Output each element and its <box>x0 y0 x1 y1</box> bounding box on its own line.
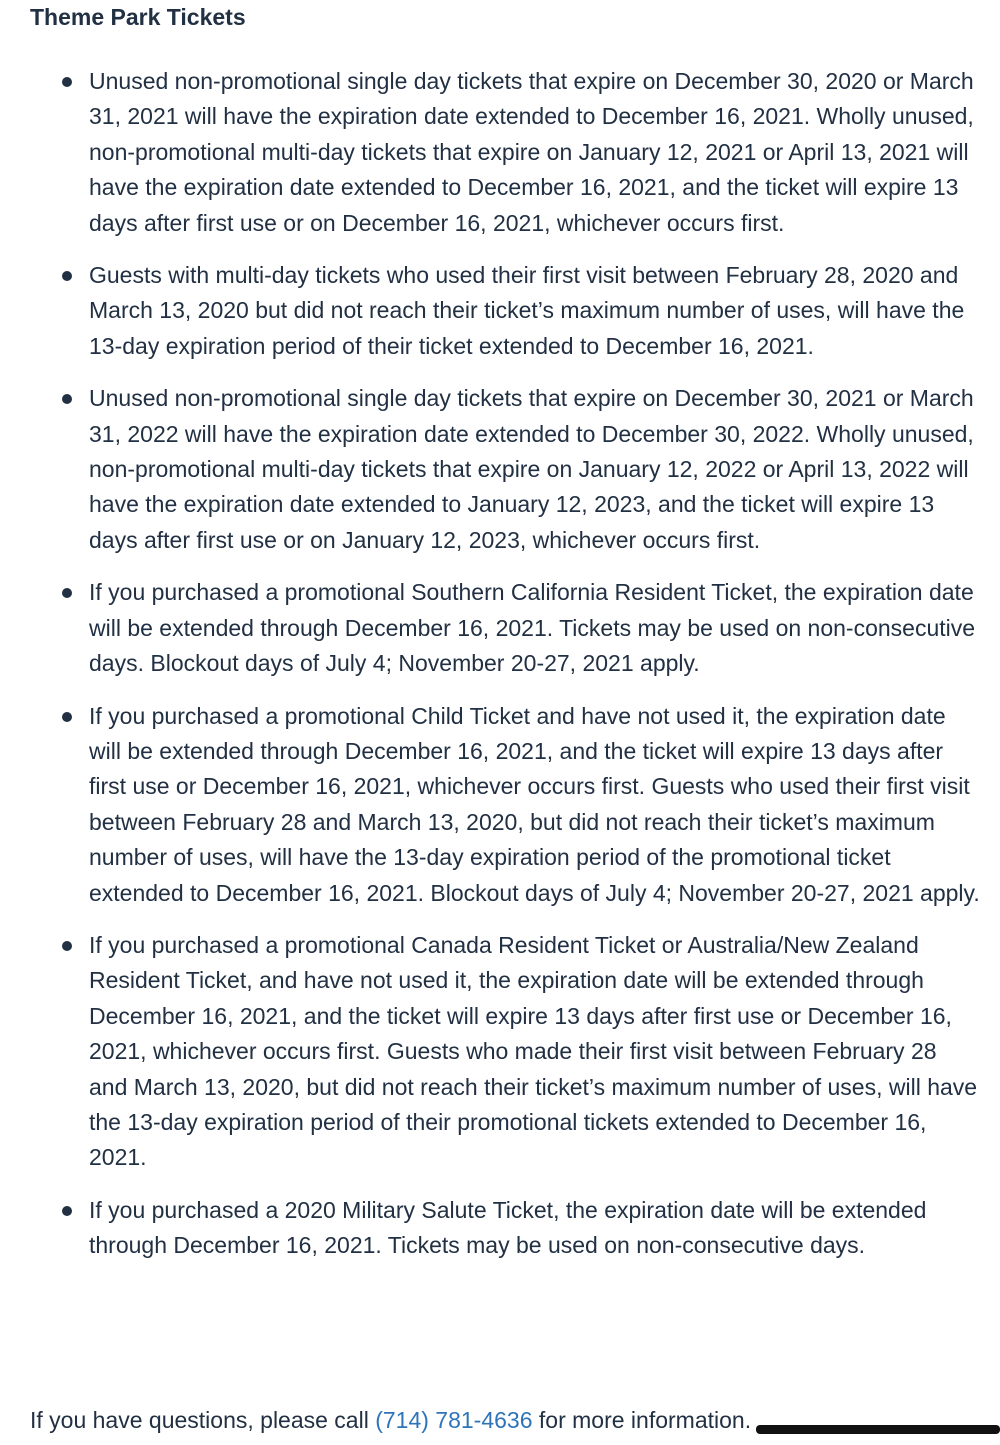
page-title: Theme Park Tickets <box>30 4 246 30</box>
contact-prefix: If you have questions, please call <box>30 1407 376 1433</box>
contact-line <box>30 1403 751 1438</box>
list-item-text: Unused non-promotional single day tickets that expire on December 30, 2021 or March 31, 2022 will have the expiration date extended to December 30, 2022. Wholly unused, non-promotional multi-day tickets that expire on January 12, 2022 or April 13, 2022 will have the expiration date extended to January 12, 2023, and the ticket will expire 13 days after first use or on January 12, 2023, whichever occurs first. <box>89 385 974 553</box>
bullet-icon <box>62 588 72 598</box>
list-item-text: If you purchased a promotional Canada Resident Ticket or Australia/New Zealand Resident Ticket, and have not used it, the expiration date will be extended through December 16, 2021, and the ticket will expire 13 days after first use or December 16, 2021, whichever occurs first. Guests who made their first visit between February 28 and March 13, 2020, but did not reach their ticket’s maximum number of uses, will have the 13-day expiration period of their promotional tickets extended to December 16, 2021. <box>89 931 978 1171</box>
list-item <box>0 928 1000 1176</box>
contact-suffix: for more information. <box>532 1407 752 1433</box>
bullet-icon <box>62 394 72 404</box>
bullet-icon <box>62 77 72 87</box>
list-item-text: If you purchased a 2020 Military Salute Ticket, the expiration date will be extended through December 16, 2021. Tickets may be used on non-consecutive days. <box>89 1196 927 1259</box>
list-item <box>0 64 1000 241</box>
phone-link[interactable]: (714) 781-4636 <box>375 1407 533 1433</box>
list-item-text: Guests with multi-day tickets who used their first visit between February 28, 2020 and March 13, 2020 but did not reach their ticket’s maximum number of uses, will have the 13-day expiration period of their ticket extended to December 16, 2021. <box>89 262 965 359</box>
list-item <box>0 381 1000 558</box>
list-item <box>0 258 1000 364</box>
bullet-icon <box>62 1206 72 1216</box>
ticket-policy-list <box>0 64 1000 1281</box>
home-indicator-bar[interactable] <box>756 1425 1000 1434</box>
bullet-icon <box>62 941 72 951</box>
list-item <box>0 575 1000 681</box>
list-item <box>0 1193 1000 1264</box>
bullet-icon <box>62 712 72 722</box>
list-item-text: If you purchased a promotional Southern California Resident Ticket, the expiration date will be extended through December 16, 2021. Tickets may be used on non-consecutive days. Blockout days of July 4; November 20-27, 2021 apply. <box>89 579 976 677</box>
list-item-text: Unused non-promotional single day tickets that expire on December 30, 2020 or March 31, 2021 will have the expiration date extended to December 16, 2021. Wholly unused, non-promotional multi-day tickets that expire on January 12, 2021 or April 13, 2021 will have the expiration date extended to December 16, 2021, and the ticket will expire 13 days after first use or on December 16, 2021, whichever occurs first. <box>89 68 974 236</box>
list-item <box>0 699 1000 911</box>
list-item-text: If you purchased a promotional Child Ticket and have not used it, the expiration date will be extended through December 16, 2021, and the ticket will expire 13 days after first use or December 16, 2021, whichever occurs first. Guests who used their first visit between February 28 and March 13, 2020, but did not reach their ticket’s maximum number of uses, will have the 13-day expiration period of the promotional ticket extended to December 16, 2021. Blockout days of July 4; November 20-27, 2021 apply. <box>89 702 980 906</box>
bullet-icon <box>62 271 72 281</box>
